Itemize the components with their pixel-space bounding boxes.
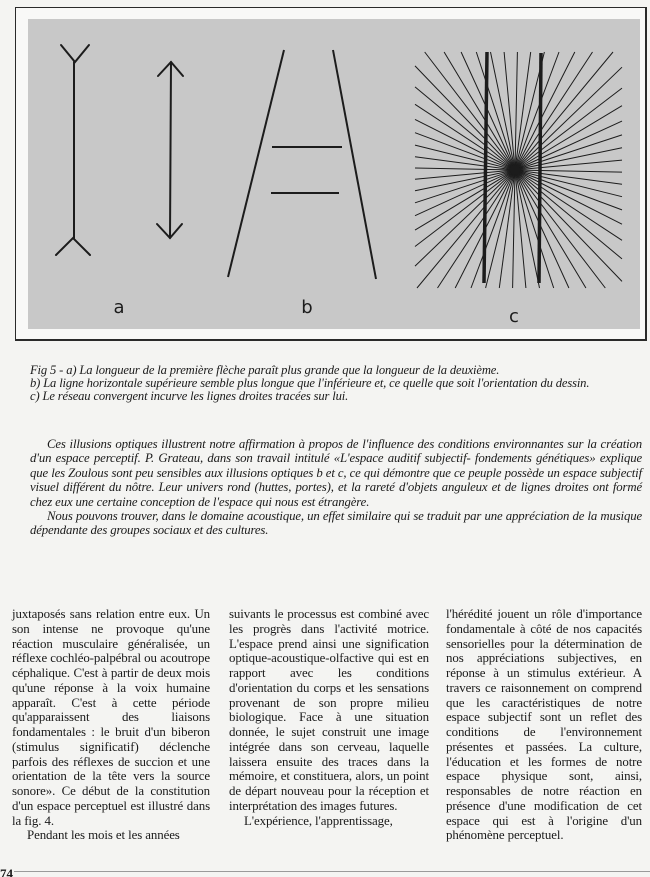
column-paragraph: juxtaposés sans relation entre eux. Un son intense ne provoque qu'une réaction musculaire généralisée, un réflexe cochléo-palpébral ou acoutrope céphalique. C'est à partir de deux mois qu'une réponse à la voix humaine apparaît. C'est à cette période qu'apparaissent des liaisons fondamentales : le bruit d'un biberon (stimulus significatif) déclenche parfois des réflexes de succion et une orientation de la tête vers la source sonore». Ce début de la constitution d'un espace perceptuel est illustré dans la fig. 4. [12, 607, 210, 828]
body-column-3 [446, 607, 642, 843]
body-column-2 [229, 607, 429, 828]
figure-illustrations [0, 0, 650, 345]
panel-label-c: c [509, 306, 519, 327]
column-paragraph: suivants le processus est combiné avec les progrès dans l'activité motrice. L'espace prend ainsi une signification optique-acoustique-olfactive qui est en rapport avec les conditions d'orientation du corps et les sensations provenant de son propre milieu biologique. Face à une situation donnée, le sujet construit une image intégrée dans son cerveau, laquelle laissera ensuite des traces dans la mémoire, et constituera, alors, un point de départ nouveau pour la réception et interprétation des images futures. [229, 607, 429, 813]
intro-paragraph: Ces illusions optiques illustrent notre affirmation à propos de l'influence des conditions environnantes sur la création d'un espace perceptif. P. Grateau, dans son travail intitulé «L'espace auditif subjectif- fondements génétiques» explique que les Zoulous sont peu sensibles aux illusions optiques b et c, ce qui démontre que ce peuple possède un espace subjectif visuel différent du nôtre. Leur univers rond (huttes, portes), et la rareté d'objets anguleux et de lignes droites ont formé chez eux une certaine conception de l'espace qui nous est étrangère. [30, 437, 642, 509]
column-paragraph: Pendant les mois et les années [27, 828, 180, 843]
hering-center-dot [510, 165, 520, 175]
caption-line-c: c) Le réseau convergent incurve les lignes droites tracées sur lui. [30, 389, 349, 404]
footer-rule [14, 871, 650, 872]
hering-right-straight-line [539, 53, 541, 283]
panel-label-b: b [301, 297, 313, 318]
body-column-1 [12, 607, 210, 843]
intro-paragraph: Nous pouvons trouver, dans le domaine acoustique, un effet similaire qui se traduit par une appréciation de la musique dépendante des groupes sociaux et des cultures. [30, 509, 642, 538]
page-number: 74 [0, 869, 13, 877]
figure-caption [30, 364, 645, 404]
caption-line-a: Fig 5 - a) La longueur de la première flèche paraît plus grande que la longueur de la deuxième. [30, 363, 500, 377]
column-paragraph: l'hérédité jouent un rôle d'importance fondamentale à côté de nos capacités sensorielles pour la détermination de nos appréciations subjectives, en réponse à un stimulus extérieur. A travers ce raisonnement on comprend que les caractéristiques de notre espace subjectif sont un reflet des conditions de l'environnement présentes et passées. La culture, l'éducation et les formes de notre espace physique sont, ainsi, responsables de notre réaction en présence d'une modification de cet espace qui est à l'origine d'un phénomène perceptuel. [446, 607, 642, 843]
intro-text [30, 437, 642, 538]
column-paragraph: L'expérience, l'apprentissage, [244, 813, 393, 828]
caption-line-b: b) La ligne horizontale supérieure semble plus longue que l'inférieure et, ce quelle que soit l'orientation du dessin. [30, 376, 590, 391]
panel-label-a: a [113, 297, 125, 318]
